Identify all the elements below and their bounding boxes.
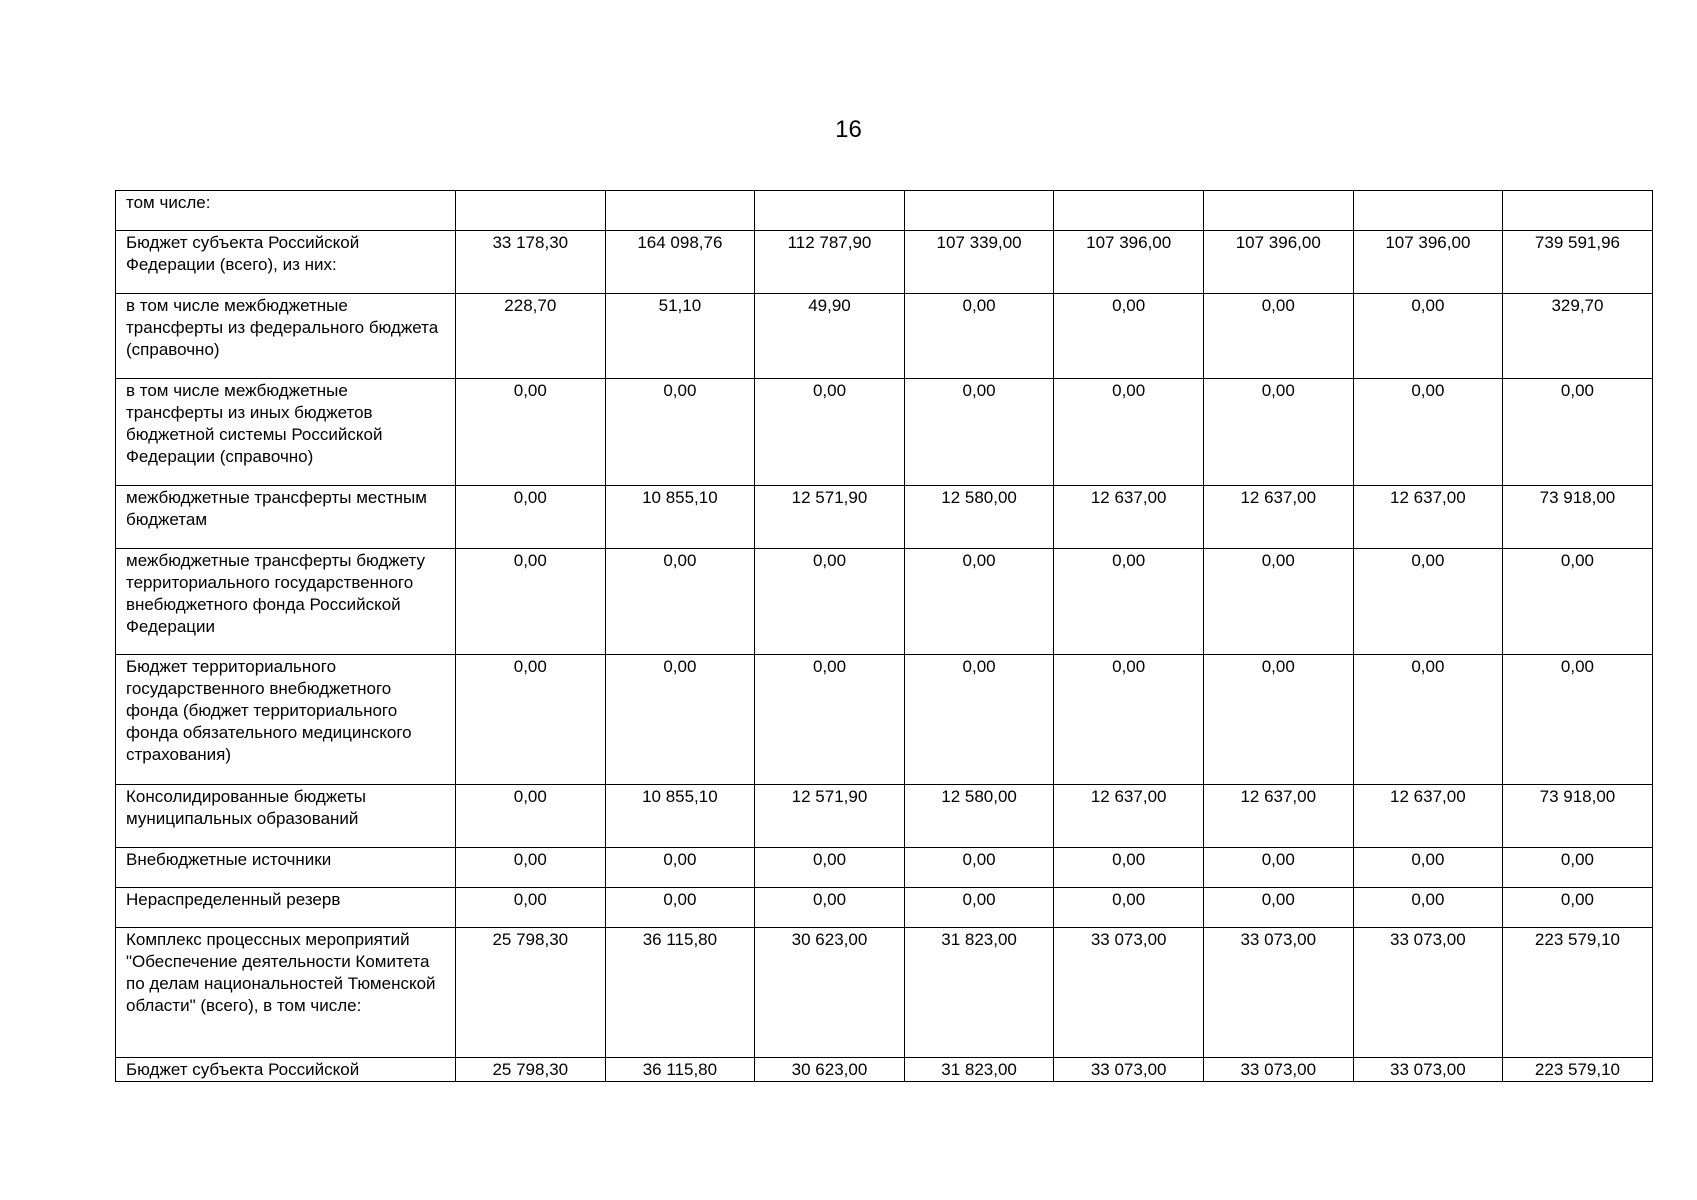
value-cell: 329,70 bbox=[1503, 294, 1653, 379]
value-cell: 0,00 bbox=[1353, 294, 1503, 379]
value-cell bbox=[605, 191, 755, 231]
value-cell: 0,00 bbox=[904, 848, 1054, 888]
value-cell: 12 637,00 bbox=[1203, 785, 1353, 848]
row-label: том числе: bbox=[116, 191, 456, 231]
row-label: в том числе межбюджетные трансферты из федерального бюджета (справочно) bbox=[116, 294, 456, 379]
value-cell: 0,00 bbox=[1054, 655, 1204, 785]
row-label: Нераспределенный резерв bbox=[116, 888, 456, 928]
value-cell: 0,00 bbox=[1353, 888, 1503, 928]
value-cell bbox=[755, 191, 905, 231]
value-cell: 0,00 bbox=[456, 848, 606, 888]
table-row bbox=[116, 231, 1653, 294]
value-cell: 0,00 bbox=[1203, 848, 1353, 888]
value-cell bbox=[1503, 191, 1653, 231]
value-cell: 0,00 bbox=[1203, 379, 1353, 486]
value-cell: 228,70 bbox=[456, 294, 606, 379]
value-cell: 0,00 bbox=[1503, 848, 1653, 888]
table-row bbox=[116, 191, 1653, 231]
value-cell: 0,00 bbox=[1054, 549, 1204, 655]
value-cell: 0,00 bbox=[755, 549, 905, 655]
value-cell: 0,00 bbox=[1203, 294, 1353, 379]
row-label: Бюджет субъекта Российской Федерации (всего), из них: bbox=[116, 231, 456, 294]
value-cell: 0,00 bbox=[904, 549, 1054, 655]
value-cell: 0,00 bbox=[1203, 655, 1353, 785]
value-cell: 0,00 bbox=[456, 785, 606, 848]
value-cell: 0,00 bbox=[1503, 549, 1653, 655]
value-cell: 51,10 bbox=[605, 294, 755, 379]
table-row bbox=[116, 655, 1653, 785]
value-cell: 25 798,30 bbox=[456, 1058, 606, 1082]
value-cell bbox=[904, 191, 1054, 231]
value-cell: 112 787,90 bbox=[755, 231, 905, 294]
value-cell bbox=[456, 191, 606, 231]
row-label: Бюджет субъекта Российской bbox=[116, 1058, 456, 1082]
value-cell: 31 823,00 bbox=[904, 1058, 1054, 1082]
value-cell: 73 918,00 bbox=[1503, 785, 1653, 848]
value-cell: 164 098,76 bbox=[605, 231, 755, 294]
value-cell: 30 623,00 bbox=[755, 1058, 905, 1082]
value-cell: 49,90 bbox=[755, 294, 905, 379]
value-cell: 33 178,30 bbox=[456, 231, 606, 294]
value-cell: 33 073,00 bbox=[1054, 928, 1204, 1058]
value-cell bbox=[1054, 191, 1204, 231]
row-label: в том числе межбюджетные трансферты из иных бюджетов бюджетной системы Российской Федерации (справочно) bbox=[116, 379, 456, 486]
value-cell: 0,00 bbox=[1353, 848, 1503, 888]
value-cell: 0,00 bbox=[605, 379, 755, 486]
value-cell: 12 571,90 bbox=[755, 785, 905, 848]
value-cell: 0,00 bbox=[1503, 655, 1653, 785]
value-cell: 223 579,10 bbox=[1503, 1058, 1653, 1082]
value-cell: 0,00 bbox=[1503, 888, 1653, 928]
value-cell: 33 073,00 bbox=[1353, 928, 1503, 1058]
value-cell: 33 073,00 bbox=[1203, 1058, 1353, 1082]
value-cell: 33 073,00 bbox=[1203, 928, 1353, 1058]
value-cell bbox=[1353, 191, 1503, 231]
value-cell: 0,00 bbox=[1503, 379, 1653, 486]
value-cell: 0,00 bbox=[605, 888, 755, 928]
row-label: Бюджет территориального государственного внебюджетного фонда (бюджет территориального фонда обязательного медицинского страхования) bbox=[116, 655, 456, 785]
value-cell: 0,00 bbox=[1203, 888, 1353, 928]
table-row bbox=[116, 848, 1653, 888]
table-row bbox=[116, 785, 1653, 848]
table-row bbox=[116, 486, 1653, 549]
value-cell: 0,00 bbox=[904, 888, 1054, 928]
value-cell: 0,00 bbox=[605, 848, 755, 888]
value-cell: 0,00 bbox=[755, 379, 905, 486]
value-cell: 0,00 bbox=[1054, 888, 1204, 928]
table-row bbox=[116, 549, 1653, 655]
value-cell: 0,00 bbox=[456, 486, 606, 549]
value-cell: 0,00 bbox=[1054, 379, 1204, 486]
value-cell: 107 396,00 bbox=[1353, 231, 1503, 294]
table-row bbox=[116, 379, 1653, 486]
value-cell: 0,00 bbox=[755, 848, 905, 888]
row-label: межбюджетные трансферты местным бюджетам bbox=[116, 486, 456, 549]
row-label: Комплекс процессных мероприятий "Обеспечение деятельности Комитета по делам национальностей Тюменской области" (всего), в том числе: bbox=[116, 928, 456, 1058]
table-row bbox=[116, 888, 1653, 928]
row-label: межбюджетные трансферты бюджету территориального государственного внебюджетного фонда Российской Федерации bbox=[116, 549, 456, 655]
value-cell bbox=[1203, 191, 1353, 231]
value-cell: 107 396,00 bbox=[1054, 231, 1204, 294]
value-cell: 0,00 bbox=[456, 549, 606, 655]
value-cell: 12 580,00 bbox=[904, 486, 1054, 549]
value-cell: 12 637,00 bbox=[1054, 785, 1204, 848]
value-cell: 0,00 bbox=[605, 655, 755, 785]
value-cell: 0,00 bbox=[755, 655, 905, 785]
value-cell: 0,00 bbox=[1203, 549, 1353, 655]
value-cell: 12 580,00 bbox=[904, 785, 1054, 848]
value-cell: 33 073,00 bbox=[1353, 1058, 1503, 1082]
budget-table bbox=[115, 190, 1653, 1082]
value-cell: 30 623,00 bbox=[755, 928, 905, 1058]
value-cell: 10 855,10 bbox=[605, 785, 755, 848]
value-cell: 0,00 bbox=[1353, 549, 1503, 655]
value-cell: 10 855,10 bbox=[605, 486, 755, 549]
value-cell: 31 823,00 bbox=[904, 928, 1054, 1058]
value-cell: 0,00 bbox=[1054, 848, 1204, 888]
value-cell: 0,00 bbox=[456, 655, 606, 785]
value-cell: 223 579,10 bbox=[1503, 928, 1653, 1058]
value-cell: 73 918,00 bbox=[1503, 486, 1653, 549]
value-cell: 12 637,00 bbox=[1203, 486, 1353, 549]
value-cell: 0,00 bbox=[1054, 294, 1204, 379]
value-cell: 0,00 bbox=[904, 655, 1054, 785]
value-cell: 0,00 bbox=[1353, 655, 1503, 785]
value-cell: 36 115,80 bbox=[605, 1058, 755, 1082]
value-cell: 0,00 bbox=[755, 888, 905, 928]
value-cell: 107 339,00 bbox=[904, 231, 1054, 294]
value-cell: 36 115,80 bbox=[605, 928, 755, 1058]
row-label: Внебюджетные источники bbox=[116, 848, 456, 888]
value-cell: 0,00 bbox=[605, 549, 755, 655]
table-row bbox=[116, 294, 1653, 379]
value-cell: 12 571,90 bbox=[755, 486, 905, 549]
value-cell: 0,00 bbox=[1353, 379, 1503, 486]
value-cell: 25 798,30 bbox=[456, 928, 606, 1058]
value-cell: 107 396,00 bbox=[1203, 231, 1353, 294]
table-row bbox=[116, 928, 1653, 1058]
value-cell: 12 637,00 bbox=[1353, 486, 1503, 549]
value-cell: 0,00 bbox=[456, 379, 606, 486]
value-cell: 0,00 bbox=[904, 294, 1054, 379]
table-row bbox=[116, 1058, 1653, 1082]
value-cell: 739 591,96 bbox=[1503, 231, 1653, 294]
page-number: 16 bbox=[835, 116, 862, 143]
value-cell: 0,00 bbox=[456, 888, 606, 928]
value-cell: 33 073,00 bbox=[1054, 1058, 1204, 1082]
value-cell: 0,00 bbox=[904, 379, 1054, 486]
budget-table-body bbox=[116, 191, 1653, 1082]
value-cell: 12 637,00 bbox=[1353, 785, 1503, 848]
value-cell: 12 637,00 bbox=[1054, 486, 1204, 549]
row-label: Консолидированные бюджеты муниципальных образований bbox=[116, 785, 456, 848]
